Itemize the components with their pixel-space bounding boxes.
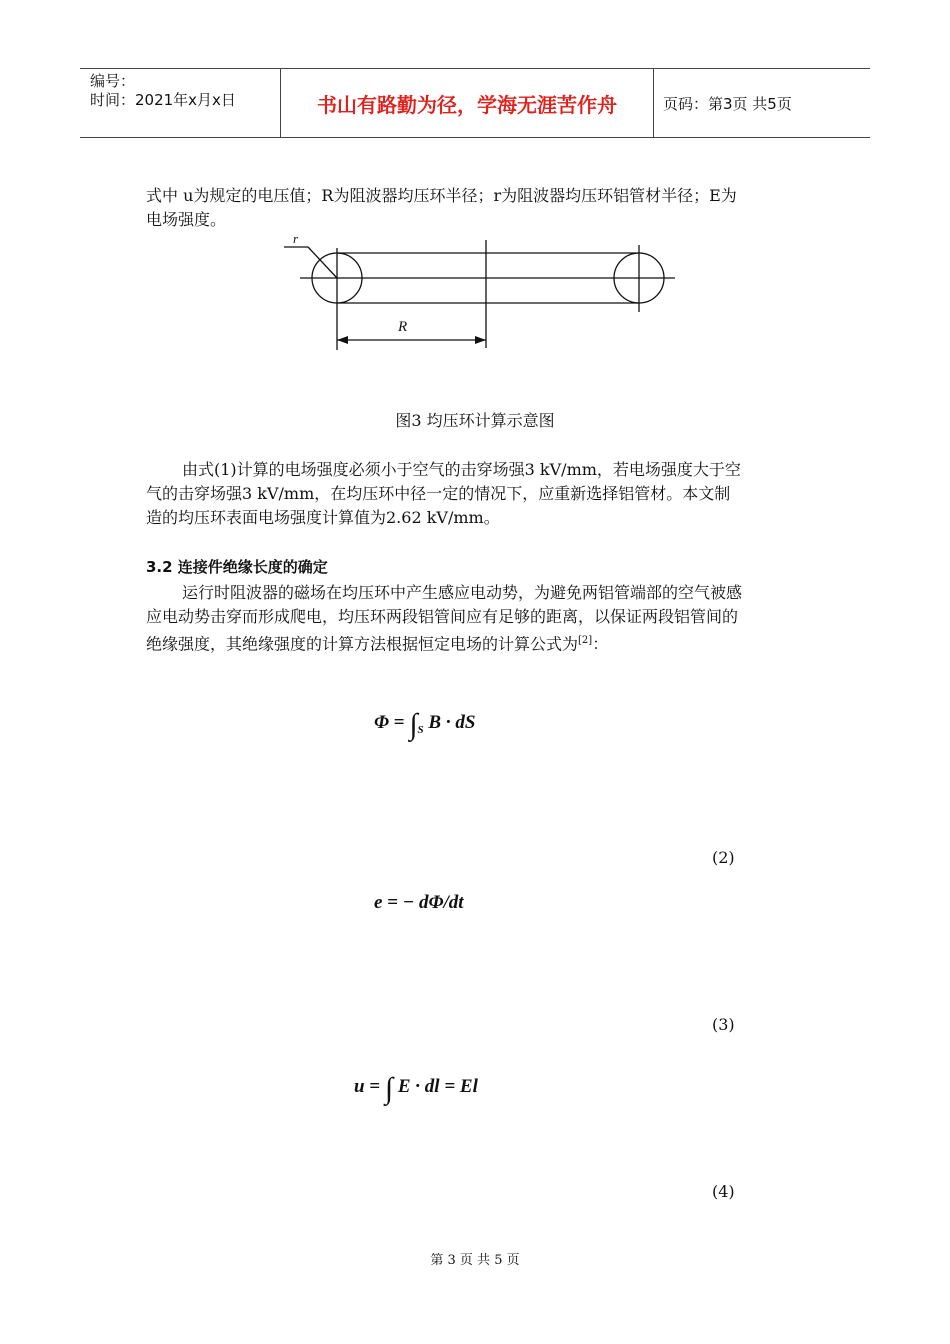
equation-number-4: (4) [712,1182,735,1201]
eq4-equals: = [369,1076,381,1097]
page-footer: 第 3 页 共 5 页 [430,1253,520,1268]
number-label: 编号： [90,72,136,90]
document-header [80,68,870,138]
equation-voltage [354,1066,478,1105]
eq4-lhs: u [354,1076,365,1097]
equation-number-3: (3) [712,1015,735,1034]
paragraph-field-strength: 由式(1)计算的电场强度必须小于空气的击穿场强3 kV/mm，若电场强度大于空气的击穿场强3 kV/mm，在均压环中径一定的情况下，应重新选择铝管材。本文制造的均压环表面电场强度计算值为2.62 kV/mm。 [146,460,741,527]
header-meta-cell [80,69,280,137]
equation-emf: e = − dΦ/dt [374,892,464,913]
eq2-equals: = [393,712,405,733]
eq2-body: B · dS [428,712,476,733]
header-page-label: 页码：第3页 共5页 [663,94,792,113]
label-big-R: R [398,319,408,335]
paragraph-insulation [146,581,746,656]
paragraph-definitions: 式中 u为规定的电压值；R为阻波器均压环半径；r为阻波器均压环铝管材半径；E为电场强度。 [146,186,737,229]
equation-number-2: (2) [712,848,735,867]
equation-flux [374,702,476,741]
label-small-r: r [293,231,299,246]
eq2-lhs: Φ [374,712,389,733]
time-label: 时间：2021年x月x日 [90,91,236,109]
eq2-sub: S [417,723,424,736]
ring-diagram [280,230,680,360]
paragraph-insulation-end: ： [592,634,609,654]
figure-caption: 图3 均压环计算示意图 [395,411,555,430]
eq4-body: E · dl = El [397,1076,478,1097]
eq4-integral: ∫ [384,1072,394,1105]
paragraph-insulation-text: 运行时阻波器的磁场在均压环中产生感应电动势，为避免两铝管端部的空气被感应电动势击穿而形成爬电，均压环两段铝管间应有足够的距离，以保证两段铝管间的绝缘强度，其绝缘强度的计算方法根据恒定电场的计算公式为 [146,583,743,654]
eq2-integral: ∫ [409,708,418,741]
citation: [2] [578,635,593,646]
section-title: 3.2 连接件绝缘长度的确定 [146,558,328,576]
header-motto: 书山有路勤为径，学海无涯苦作舟 [280,69,654,137]
